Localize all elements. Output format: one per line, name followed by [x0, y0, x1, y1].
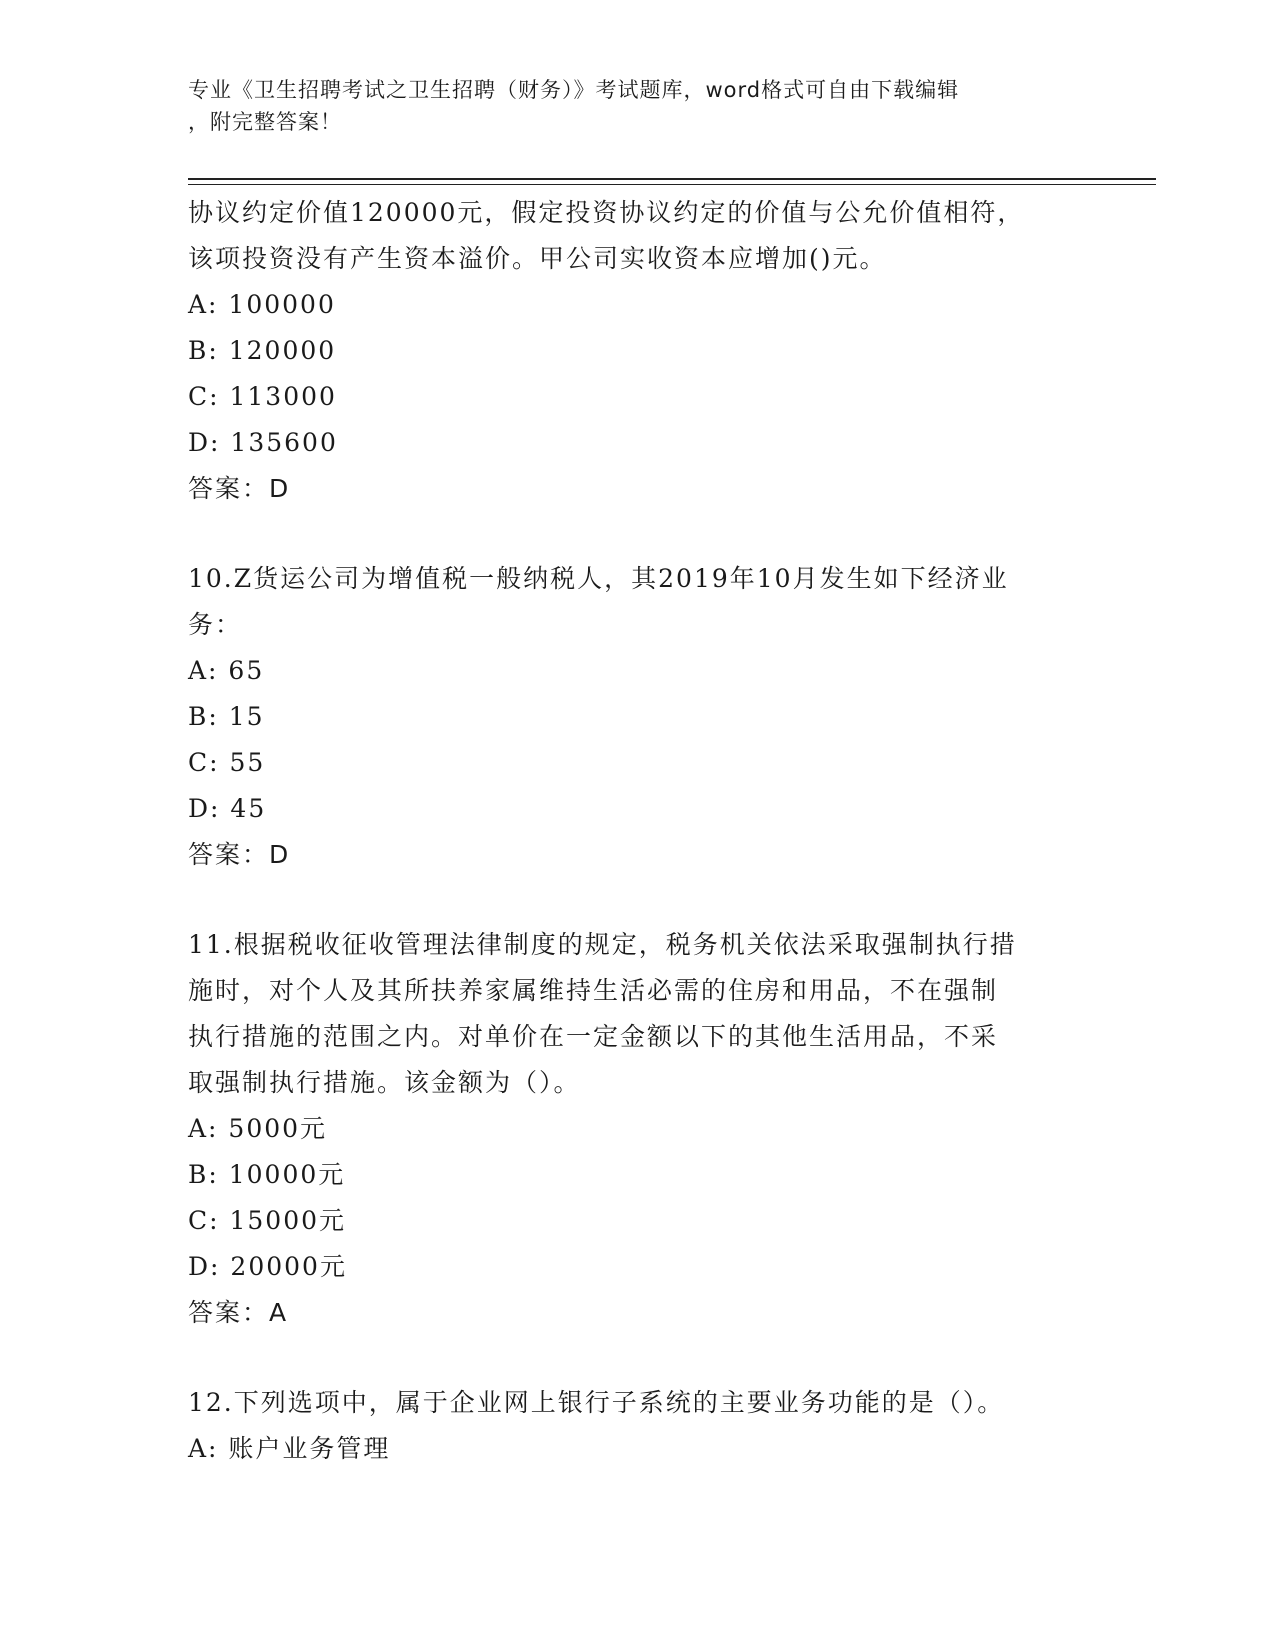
question-text-line: 取强制执行措施。该金额为（）。 — [188, 1068, 581, 1097]
option-c: C: 55 — [188, 748, 266, 777]
question-text-line: 施时，对个人及其所扶养家属维持生活必需的住房和用品，不在强制 — [188, 976, 999, 1005]
answer-line: 答案：D — [188, 840, 291, 869]
option-d: D: 135600 — [188, 428, 338, 457]
question-block — [188, 1380, 1088, 1472]
option-d: D: 20000元 — [188, 1252, 347, 1281]
question-text-line: 10.Z货运公司为增值税一般纳税人，其2019年10月发生如下经济业 — [188, 564, 1009, 593]
option-a: A: 账户业务管理 — [188, 1434, 391, 1463]
header-divider-thick — [188, 178, 1156, 180]
option-b: B: 10000元 — [188, 1160, 346, 1189]
answer-line: 答案：A — [188, 1298, 289, 1327]
option-c: C: 113000 — [188, 382, 337, 411]
answer-line: 答案：D — [188, 474, 291, 503]
header-line-1: 专业《卫生招聘考试之卫生招聘（财务）》考试题库，word格式可自由下载编辑 — [188, 78, 960, 102]
header-divider-thin — [188, 184, 1156, 185]
option-d: D: 45 — [188, 794, 267, 823]
question-text-line: 12.下列选项中，属于企业网上银行子系统的主要业务功能的是（）。 — [188, 1388, 1005, 1417]
question-text-line: 协议约定价值120000元，假定投资协议约定的价值与公允价值相符， — [188, 198, 1025, 227]
question-block — [188, 190, 1088, 512]
question-text-line: 执行措施的范围之内。对单价在一定金额以下的其他生活用品，不采 — [188, 1022, 999, 1051]
question-block — [188, 922, 1088, 1336]
question-text-line: 11.根据税收征收管理法律制度的规定，税务机关依法采取强制执行措 — [188, 930, 1017, 959]
option-a: A: 100000 — [188, 290, 336, 319]
option-b: B: 15 — [188, 702, 265, 731]
question-list — [188, 190, 1088, 1472]
option-c: C: 15000元 — [188, 1206, 347, 1235]
question-text-line: 务： — [188, 610, 243, 639]
option-b: B: 120000 — [188, 336, 337, 365]
document-header — [188, 74, 1068, 138]
question-text-line: 该项投资没有产生资本溢价。甲公司实收资本应增加()元。 — [188, 244, 887, 273]
option-a: A: 65 — [188, 656, 265, 685]
option-a: A: 5000元 — [188, 1114, 328, 1143]
header-line-2: ，附完整答案！ — [188, 110, 342, 134]
question-block — [188, 556, 1088, 878]
